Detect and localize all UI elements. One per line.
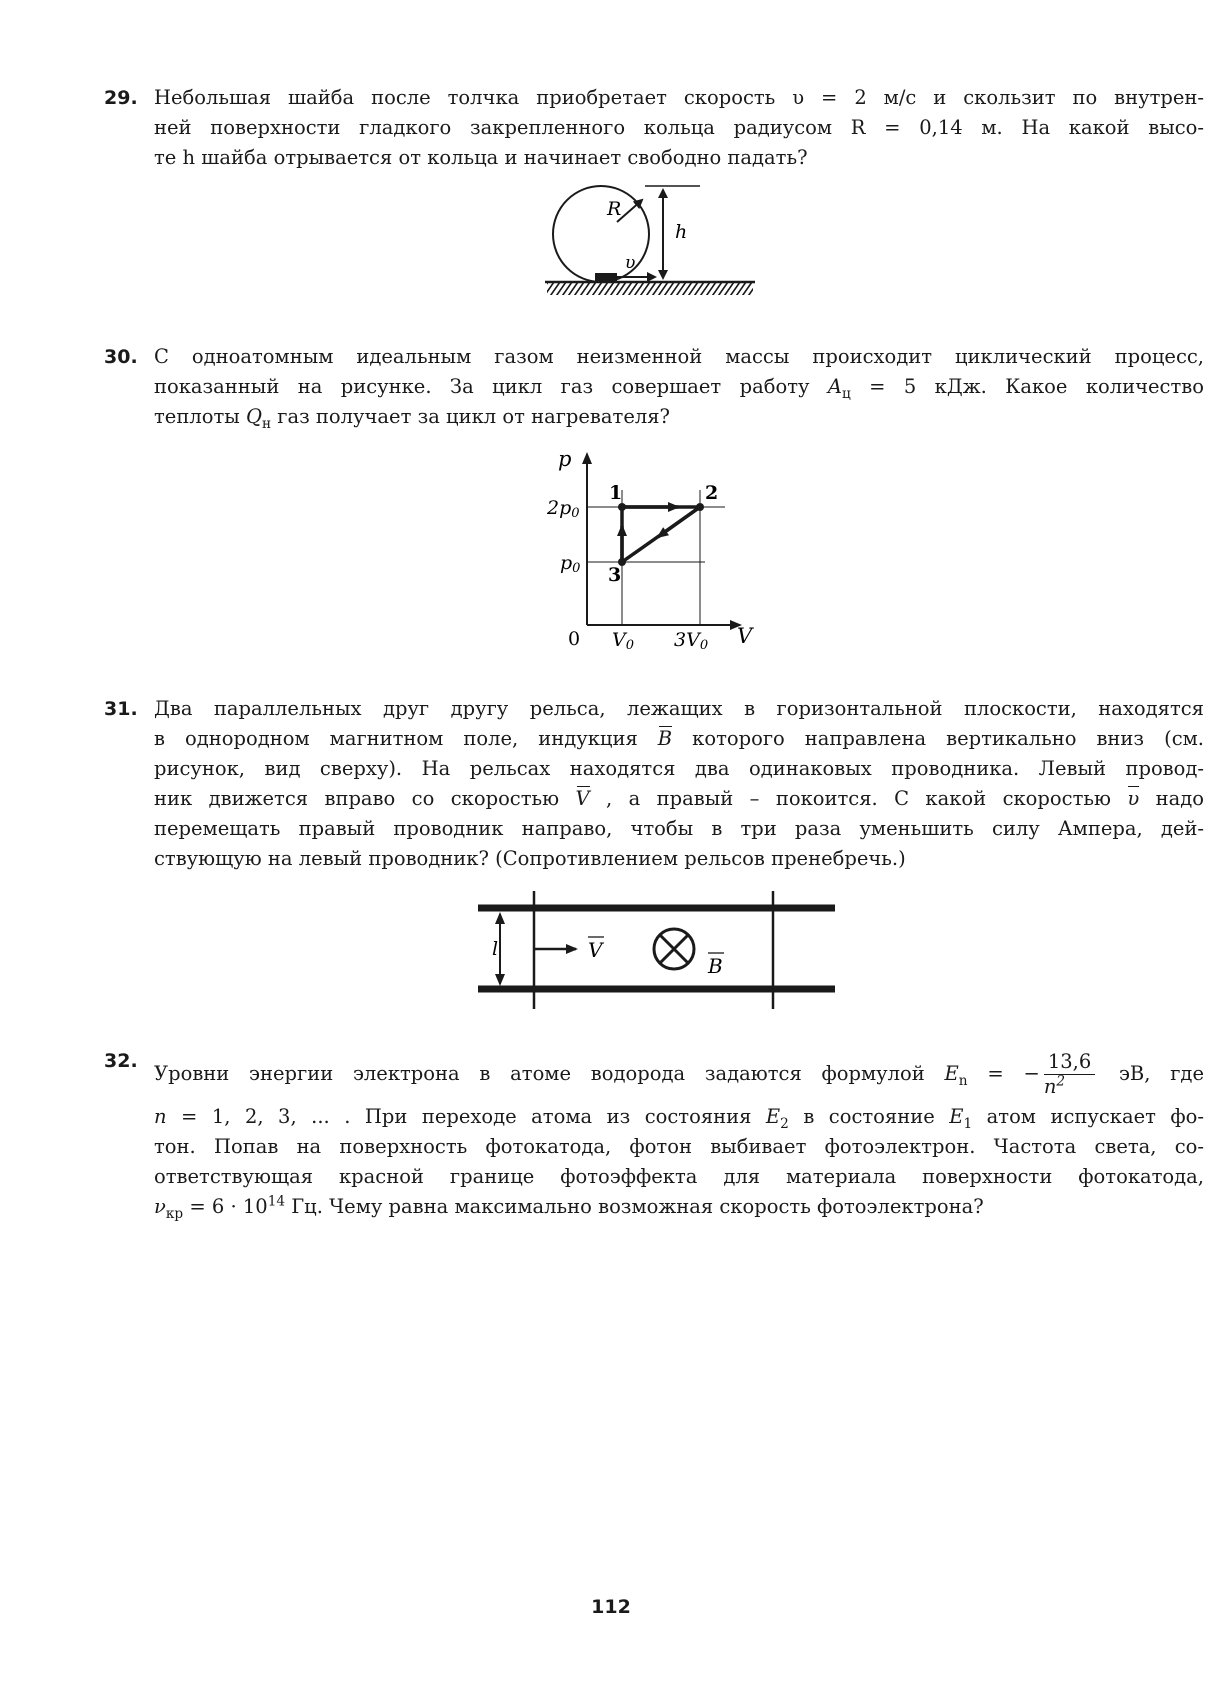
- text-line: $\nu_{кр} = 6 \cdot 10^{14}$ Гц. Чему равна максимально возможная скорость фотоэлектрона?: [154, 1193, 984, 1222]
- problem-text: [154, 83, 1204, 173]
- problem-number: 30.: [104, 346, 138, 368]
- origin-label: 0: [568, 628, 581, 650]
- rails-figure: [470, 885, 840, 1013]
- text-line: Два параллельных друг другу рельса, лежащих в горизонтальной плоскости, находятся: [154, 697, 1204, 720]
- puck: [595, 273, 617, 282]
- problem-text: [154, 1046, 1204, 1222]
- energy-fraction: $\frac{13,6}{n^2}$: [1044, 1050, 1095, 1099]
- text-line: тон. Попав на поверхность фотокатода, фотон выбивает фотоэлектрон. Частота света, со-: [154, 1135, 1204, 1158]
- point-2: [696, 503, 704, 511]
- text-line: Небольшая шайба после толчка приобретает скорость υ = 2 м/с и скользит по внутрен-: [154, 86, 1204, 109]
- label-B: B: [708, 954, 723, 978]
- problem-text: [154, 694, 1204, 874]
- label-V: V: [588, 938, 603, 962]
- problem-29: [104, 83, 1204, 173]
- text-line: n = 1, 2, 3, ... . При переходе атома из состояния $E_2$ в состояние $E_1$ атом испускает фо-: [154, 1105, 1204, 1132]
- text-line: те h шайба отрывается от кольца и начинает свободно падать?: [154, 146, 808, 169]
- problem-text: [154, 342, 1204, 432]
- label-l: l: [492, 938, 499, 960]
- label-v: υ: [625, 253, 636, 273]
- text-line: ответствующая красной границе фотоэффекта для материала поверхности фотокатода,: [154, 1165, 1204, 1188]
- text-line: ней поверхности гладкого закрепленного кольца радиусом R = 0,14 м. На какой высо-: [154, 116, 1204, 139]
- text-line: С одноатомным идеальным газом неизменной массы происходит циклический процесс,: [154, 345, 1204, 368]
- text-line: в однородном магнитном поле, индукция B которого направлена вертикально вниз (см.: [154, 724, 1204, 754]
- tick-2p0: 2p0: [547, 497, 580, 521]
- problem-32: [104, 1046, 1204, 1222]
- text-line: Уровни энергии электрона в атоме водорода задаются формулой $E_n$ = − $\frac{13,6}{n^2}$ эВ, где: [154, 1050, 1204, 1098]
- tick-3V0: 3V0: [674, 629, 709, 650]
- problem-number: 32.: [104, 1050, 138, 1072]
- pv-graph: [540, 450, 770, 650]
- problem-30: [104, 342, 1204, 432]
- ground-hatching: [547, 283, 753, 295]
- problem-31: [104, 694, 1204, 874]
- page-number: 112: [591, 1596, 631, 1618]
- point-1: [618, 503, 626, 511]
- problem-number: 31.: [104, 698, 138, 720]
- y-axis-label: p: [558, 450, 572, 471]
- text-line: ник движется вправо со скоростью V , а правый – покоится. С какой скоростью υ надо: [154, 784, 1204, 814]
- process-2-3-arrow: [658, 507, 700, 537]
- x-axis-label: V: [737, 624, 753, 648]
- tick-V0: V0: [612, 629, 635, 650]
- problem-number: 29.: [104, 87, 138, 109]
- text-line: перемещать правый проводник направо, чтобы в три раза уменьшить силу Ампера, дей-: [154, 817, 1204, 840]
- tick-p0: p0: [560, 552, 581, 576]
- ring-figure: [545, 182, 765, 312]
- point-3-label: 3: [608, 564, 622, 586]
- label-R: R: [607, 198, 622, 220]
- point-1-label: 1: [609, 482, 623, 504]
- text-line: теплоты $Q_н$ газ получает за цикл от нагревателя?: [154, 405, 671, 432]
- text-line: ствующую на левый проводник? (Сопротивлением рельсов пренебречь.): [154, 847, 906, 870]
- point-2-label: 2: [705, 482, 719, 504]
- label-h: h: [675, 221, 688, 243]
- text-line: рисунок, вид сверху). На рельсах находятся два одинаковых проводника. Левый провод-: [154, 757, 1204, 780]
- text-line: показанный на рисунке. За цикл газ совершает работу $A_ц = 5$ кДж. Какое количество: [154, 375, 1204, 402]
